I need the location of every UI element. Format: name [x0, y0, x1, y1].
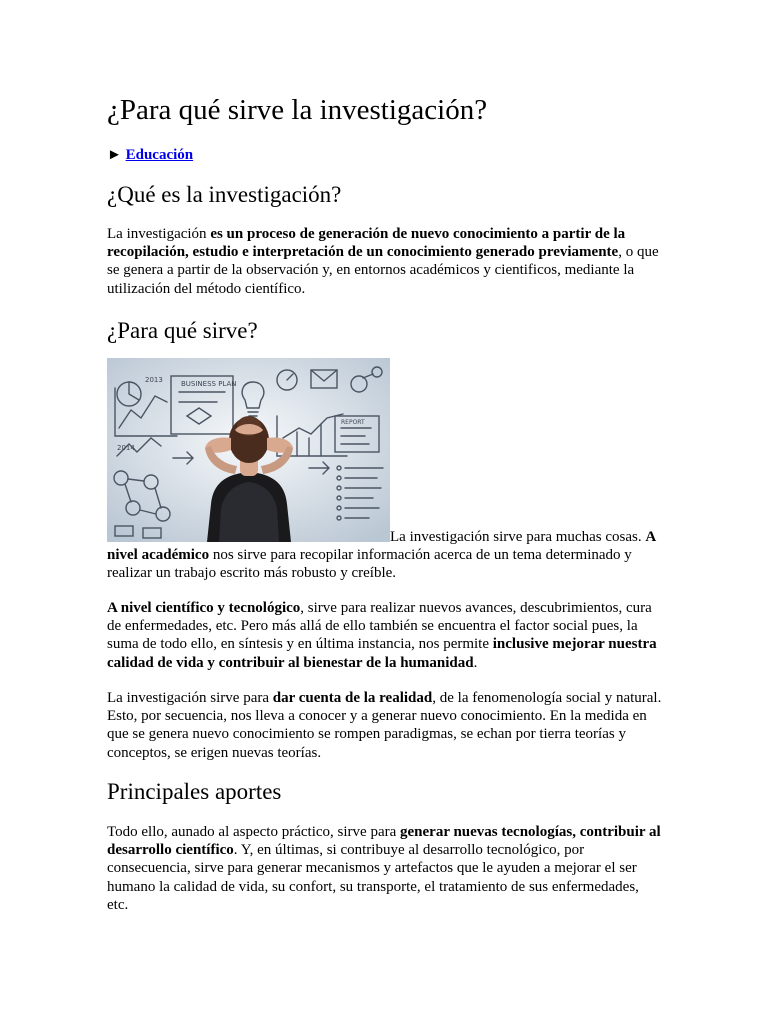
breadcrumb-arrow-icon: ►: [107, 147, 122, 163]
paragraph-bold-text: A nivel científico y tecnológico: [107, 600, 301, 616]
paragraph-text: . Y, en últimas, si contribuye al desarrollo tecnológico, por consecuencia, sirve para generar mecanismos y artefactos que le ayuden a mejorar el ser humano la calidad de vida, su confort, su transporte, el tratamiento de sus enfermedades, etc.: [107, 842, 639, 913]
paragraph-bold-text: es un proceso de generación de nuevo conocimiento a partir de la recopilación, estudio e interpretación de un conocimiento generado previamente: [107, 226, 626, 261]
paragraph-text: La investigación sirve para muchas cosas.: [390, 529, 646, 545]
image-label-business: BUSINESS PLAN: [181, 380, 237, 388]
paragraph-uses: [107, 528, 663, 583]
paragraph-bold-text: generar nuevas tecnologías, contribuir al desarrollo científico: [107, 824, 661, 859]
section-heading-para-que-sirve: ¿Para qué sirve?: [107, 318, 258, 343]
image-label-report: REPORT: [341, 419, 365, 426]
paragraph-text: La investigación: [107, 226, 211, 242]
paragraph-text: La investigación sirve para: [107, 690, 273, 706]
paragraph-reality: [107, 689, 663, 762]
paragraph-text: , o que se genera a partir de la observación y, en entornos académicos y cientificos, mediante la utilización del método científico.: [107, 244, 659, 297]
paragraph-bold-text: inclusive mejorar nuestra calidad de vida y contribuir al bienestar de la humanidad: [107, 636, 657, 671]
article-image-woman-with-sketches: [107, 358, 390, 542]
paragraph-text: .: [473, 654, 478, 671]
breadcrumb: [107, 145, 193, 165]
section-heading-principales-aportes: Principales aportes: [107, 779, 282, 804]
section-heading-que-es: ¿Qué es la investigación?: [107, 182, 342, 207]
paragraph-text: , de la fenomenología social y natural. Esto, por secuencia, nos lleva a conocer y a generar nuevo conocimiento. En la medida en que se genera nuevo conocimiento se rompen paradigmas, se echan por tierra teorías y conceptos, se erigen nuevas teorías.: [107, 690, 662, 761]
paragraph-contributions: [107, 823, 663, 914]
paragraph-text: Todo ello, aunado al aspecto práctico, sirve para: [107, 824, 400, 840]
paragraph-bold-text: dar cuenta de la realidad: [272, 690, 433, 706]
paragraph-scientific: [107, 599, 663, 672]
paragraph-text: nos sirve para recopilar información acerca de un tema determinado y realizar un trabajo escrito más robusto y creíble.: [107, 547, 632, 582]
page-title: ¿Para qué sirve la investigación?: [107, 94, 488, 126]
breadcrumb-link-educacion[interactable]: Educación: [125, 147, 194, 163]
image-label-year-a: 2013: [145, 376, 163, 384]
paragraph-bold-text: A nivel académico: [107, 529, 656, 564]
paragraph-text: , sirve para realizar nuevos avances, descubrimientos, cura de enfermedades, etc. Pero más allá de ello también se encuentra el factor social pues, la suma de todo ello, en síntesis y en última instancia, nos permite: [107, 600, 652, 653]
paragraph-definition: [107, 225, 663, 298]
image-label-year-b: 2014: [117, 444, 135, 452]
